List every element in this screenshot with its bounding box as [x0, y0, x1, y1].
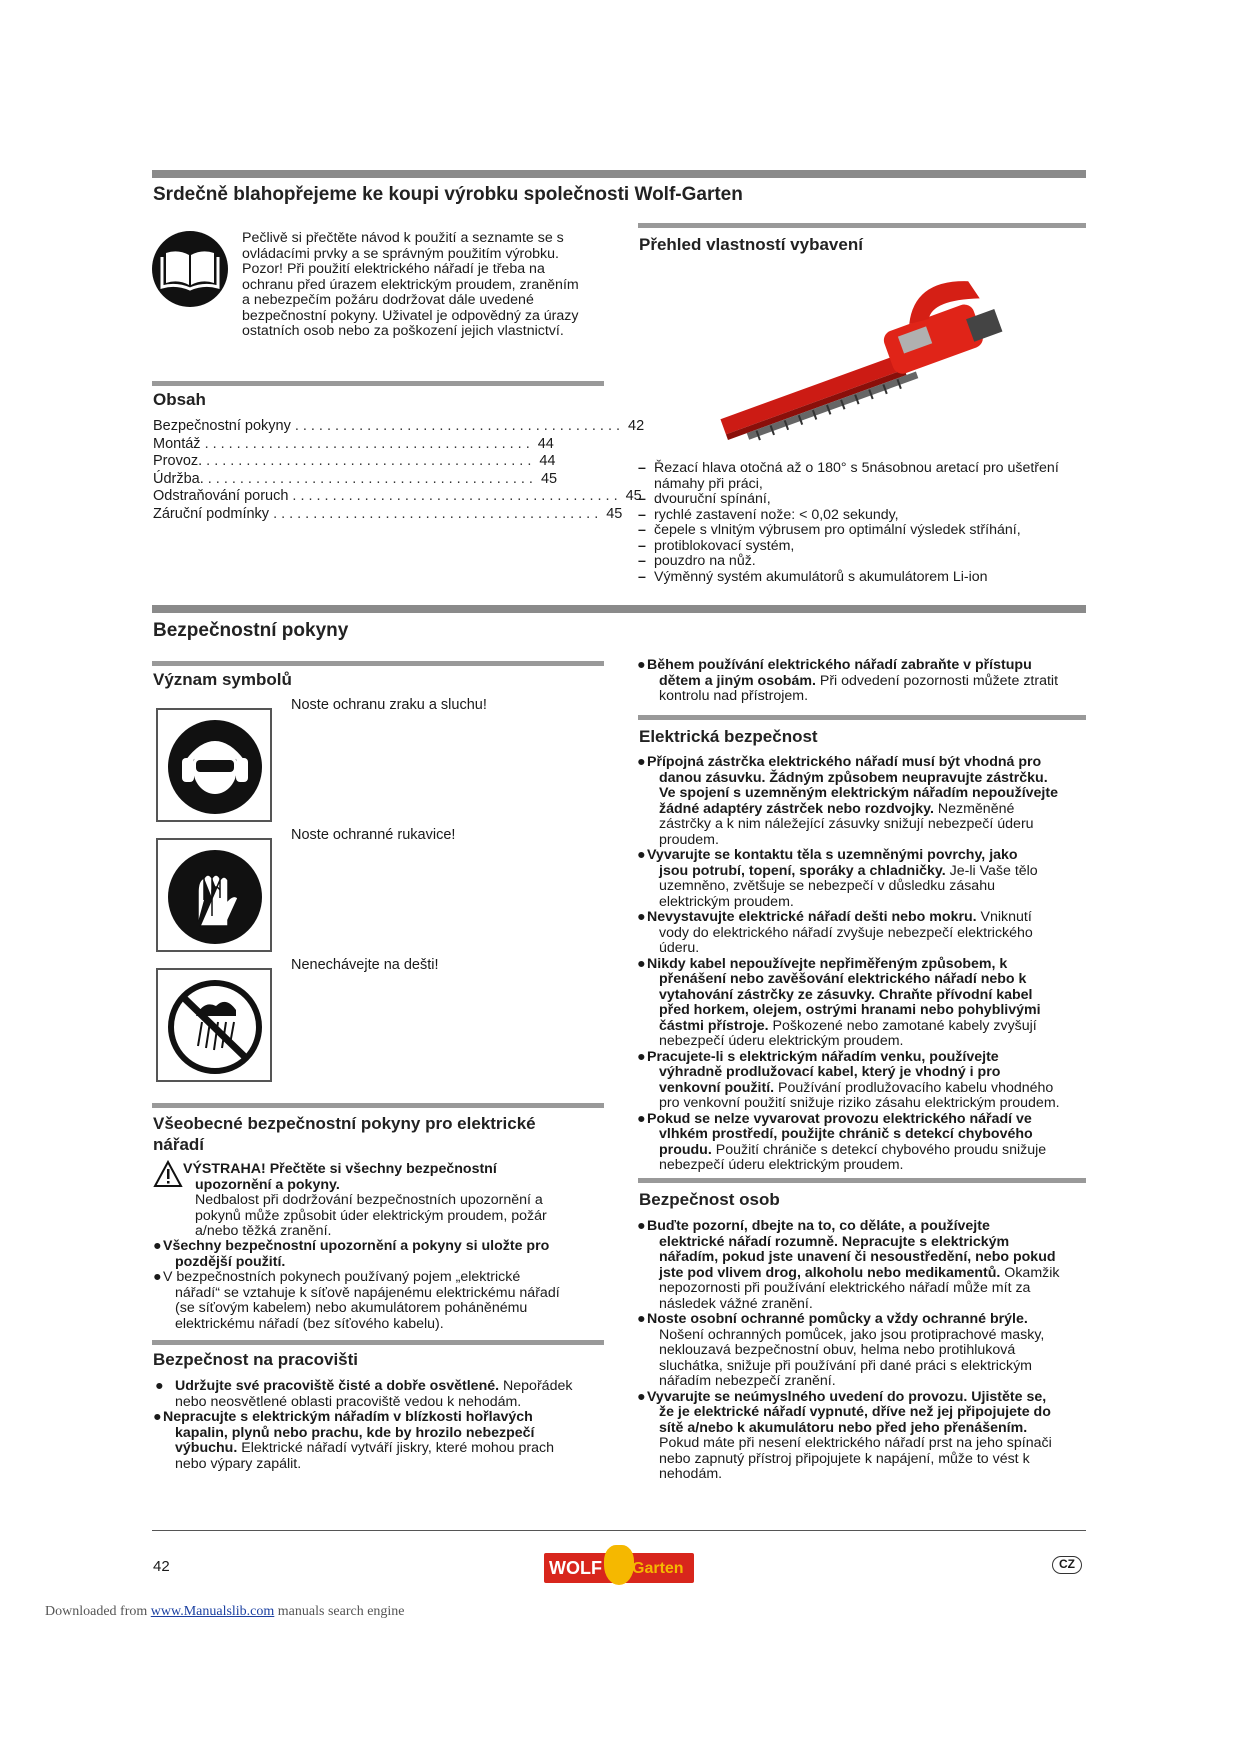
personal-rule [638, 1178, 1086, 1183]
download-suffix: manuals search engine [274, 1604, 405, 1619]
bullet-text: Vniknutí [976, 909, 1032, 925]
bullet-line [637, 1250, 1087, 1266]
toc-page: 44 [539, 453, 556, 469]
bullet-line [637, 879, 1087, 895]
wolf-head-icon [604, 1545, 634, 1585]
intro-line: ostatních osob nebo za poškození jejich vlastnictví. [242, 323, 564, 339]
bullet-text: Nošení ochranných pomůcek, jako jsou protiprachové masky, [659, 1326, 1045, 1343]
bullet-line [637, 1405, 1087, 1421]
bullet-text: žádné adaptéry zástrček nebo rozdvojky. [659, 800, 934, 817]
bullet-text: vytahování zástrčky ze zásuvky. Chraňte přívodní kabel [659, 986, 1033, 1003]
bullet-text: Používání prodlužovacího kabelu vhodného [774, 1079, 1054, 1096]
bullet-line [637, 1081, 1087, 1097]
page-title: Srdečně blahopřejeme ke koupi výrobku společnosti Wolf-Garten [153, 184, 743, 205]
gloves-icon [168, 850, 262, 944]
bullet-line [637, 1019, 1087, 1035]
bullet-text: sluchátka, snižuje při používání při dané práci s elektrickým [659, 1357, 1032, 1374]
bullet-text: Všechny bezpečnostní upozornění a pokyny si uložte pro [163, 1238, 550, 1254]
bullet-dot: ● [637, 1048, 646, 1065]
page-number: 42 [153, 1558, 170, 1575]
bullet-text: úderu. [659, 940, 700, 956]
bullet-line [637, 1235, 1087, 1251]
bullet-text: (se síťovým kabelem) nebo akumulátorem poháněnému [175, 1300, 528, 1316]
bullet-text: jsou potrubí, topení, sporáky a chladničky. [659, 862, 946, 879]
symbols-heading: Význam symbolů [153, 670, 292, 689]
bullet-text: Poškozené nebo zamotané kabely zvyšují [768, 1017, 1037, 1034]
bullet-text: pro venkovní použití snižuje riziko zásahu elektrickým proudem. [659, 1095, 1060, 1111]
bullet-line [637, 910, 1087, 926]
bullet-line [637, 833, 1087, 849]
toc-label: Provoz. [153, 453, 203, 469]
bullet-line [637, 1343, 1087, 1359]
bullet-line [637, 1359, 1087, 1375]
symbol-gloves [156, 838, 272, 952]
bullet-line [637, 1374, 1087, 1390]
bullet-text: nebezpečí úderu elektrickým proudem. [659, 1033, 904, 1049]
bullet-text: Udržujte své pracoviště čisté a dobře osvětlené. [175, 1378, 500, 1394]
toc-label: Údržba. [153, 470, 204, 487]
warning-text: Nedbalost při dodržování bezpečnostních upozornění a [195, 1192, 543, 1208]
bullet-text: přenášení nebo zavěšování elektrického nářadí nebo k [659, 971, 1027, 987]
workplace-rule [152, 1340, 604, 1345]
bullet-text: proudem. [659, 831, 719, 848]
bullet-text: vody do elektrického nářadí zvyšuje nebezpečí elektrického [659, 924, 1033, 941]
bullet-text: Pracujete-li s elektrickým nářadím venku, používejte [647, 1048, 999, 1065]
general-bullets: ● Všechny bezpečnostní upozornění a pokyny si uložte pro pozdější použití. ● V bezpečnostních pokynech používaný pojem „elektrické nářadí“ se vztahuje k síťově napájenému elektrickému nářadí (se síťovým kabelem) nebo akumulátorem poháněnému elektrickému nářadí (bez síťového kabelu). [153, 1239, 603, 1332]
bullet-dot: ● [637, 754, 646, 770]
toc-page: 45 [625, 488, 642, 504]
intro-line: ovládacími prvky a se správným použitím výrobku. [242, 245, 559, 262]
manualslib-link[interactable]: www.Manualslib.com [150, 1604, 275, 1619]
ear-eye-protection-icon [168, 720, 262, 814]
toc-list [153, 418, 645, 523]
bullet-text: nářadím nebezpečí zranění. [659, 1373, 836, 1389]
bullet-line [637, 1096, 1087, 1112]
children-bullet: ● Během používání elektrického nářadí zabraňte v přístupu dětem a jiným osobám. Při odvedení pozornosti můžete ztratit kontrolu nad přístrojem. [637, 658, 1087, 705]
bullet-text: kontrolu nad přístrojem. [659, 688, 809, 704]
bullet-text: Noste osobní ochranné pomůcky a vždy ochranné brýle. [647, 1311, 1028, 1327]
toc-item[interactable]: Provoz. ......................................... 44 [153, 453, 556, 469]
bullet-text: Ve spojení s uzemněným elektrickým nářadím nepoužívejte [659, 785, 1058, 801]
bullet-text: uzemněno, zvětšuje se nebezpečí v důsledku zásahu [659, 878, 995, 894]
bullet-text: Nepořádek [503, 1378, 573, 1394]
general-rule [152, 1103, 604, 1108]
language-badge: CZ [1052, 1556, 1082, 1574]
bullet-line [637, 848, 1087, 864]
bullet-line [637, 755, 1087, 771]
toc-label: Bezpečnostní pokyny [153, 418, 291, 434]
read-manual-icon [152, 231, 228, 307]
bullet-text: nepozornosti při používání elektrického nářadí může mít za [659, 1280, 1031, 1296]
bullet-text: nebo zapnutý přístroj připojujete k napájení, může to vést k [659, 1450, 1030, 1467]
bullet-line [637, 786, 1087, 802]
general-heading [153, 1113, 536, 1155]
bullet-text: proudu. [659, 1141, 712, 1158]
intro-line: a nebezpečím požáru dodržovat dále uvedené [242, 292, 534, 308]
bullet-line [637, 926, 1087, 942]
bullet-dot: ● [637, 1218, 646, 1234]
bullet-text: Elektrické nářadí vytváří jiskry, které mohou prach [241, 1440, 554, 1456]
bullet-text: Okamžik [1000, 1264, 1060, 1281]
bullet-text: výhradně prodlužovací kabel, který je vhodný i pro [659, 1064, 1001, 1080]
bullet-text: částmi přístroje. [659, 1017, 769, 1034]
bullet-text: venkovní použití. [659, 1079, 775, 1096]
bullet-text: Pokud se nelze vyvarovat provozu elektrického nářadí ve [647, 1110, 1032, 1127]
bullet-text: nehodám. [659, 1466, 723, 1482]
intro-line: Pozor! Při použití elektrického nářadí je třeba na [242, 261, 545, 277]
toc-page: 42 [628, 418, 645, 434]
feature-item: – pouzdro na nůž. [636, 554, 1086, 570]
toc-item[interactable]: Odstraňování poruch ......................................... 45 [153, 488, 642, 504]
intro-text [242, 231, 602, 340]
bullet-text: dětem a jiným osobám. [659, 672, 816, 689]
features-heading: Přehled vlastností vybavení [639, 235, 863, 254]
no-rain-icon [168, 980, 262, 1074]
bullet-line [637, 1219, 1087, 1235]
bullet-text: nebo neosvětlené oblasti pracoviště vedou k nehodám. [175, 1393, 522, 1410]
bullet-text: nářadím, pokud jste unavení či nesoustředění, nebo pokud [659, 1249, 1056, 1265]
intro-line: bezpečnostní pokyny. Uživatel je odpovědný za úrazy [242, 307, 579, 324]
symbol-label: Nenechávejte na dešti! [291, 957, 439, 973]
symbol-ear-eye [156, 708, 272, 822]
bullet-line [637, 1266, 1087, 1282]
footer-rule [152, 1530, 1086, 1531]
bullet-line [637, 895, 1087, 911]
bullet-text: Přípojná zástrčka elektrického nářadí musí být vhodná pro [647, 754, 1042, 770]
intro-line: ochranu před úrazem elektrickým proudem, zraněním [242, 276, 579, 293]
bullet-text: nebezpečí úderu elektrickým proudem. [659, 1157, 904, 1173]
bullet-text: zástrčky a k nim náležející zásuvky snižují nebezpečí úderu [659, 816, 1034, 832]
symbol-label: Noste ochranu zraku a sluchu! [291, 697, 487, 713]
bullet-dot: ● [637, 1110, 646, 1127]
features-rule [638, 223, 1086, 228]
electrical-heading: Elektrická bezpečnost [639, 727, 818, 746]
wolf-garten-logo [544, 1545, 694, 1587]
logo-garten-text: Garten [632, 1560, 684, 1577]
feature-item: – dvouruční spínání, [636, 492, 1086, 508]
workplace-heading: Bezpečnost na pracovišti [153, 1350, 359, 1369]
bullet-text: Během používání elektrického nářadí zabraňte v přístupu [647, 657, 1032, 673]
bullet-text: nářadí“ se vztahuje k síťově napájenému elektrickému nářadí [175, 1284, 560, 1301]
bullet-text: jste pod vlivem drog, alkoholu nebo medikamentů. [659, 1264, 1001, 1281]
toc-item[interactable]: Údržba. ......................................... 45 [153, 470, 558, 487]
feature-item: – čepele s vlnitým výbrusem pro optimální výsledek stříhání, [636, 523, 1086, 539]
toc-heading: Obsah [153, 390, 206, 409]
bullet-text: Vyvarujte se neúmyslného uvedení do provozu. Ujistěte se, [647, 1388, 1047, 1405]
feature-item: – Výměnný systém akumulátorů s akumulátorem Li-ion [636, 570, 1086, 586]
bullet-text: pozdější použití. [175, 1253, 286, 1270]
bullet-text: elektrickému nářadí (bez síťového kabelu). [175, 1315, 444, 1332]
bullet-text: nebo výpary zapálit. [175, 1455, 302, 1472]
general-heading-line: nářadí [153, 1135, 205, 1154]
features-list [636, 461, 1086, 585]
bullet-text: Vyvarujte se kontaktu těla s uzemněnými povrchy, jako [647, 847, 1018, 863]
bullet-text: kapalin, plynů nebo prachu, kde by hrozilo nebezpečí [175, 1424, 535, 1441]
personal-bullets [637, 1219, 1087, 1483]
bullet-line [637, 1281, 1087, 1297]
bullet-line [637, 817, 1087, 833]
symbols-rule [152, 661, 604, 666]
bullet-text: elektrickým proudem. [659, 893, 794, 910]
warning-text: a/nebo těžká zranění. [195, 1223, 332, 1239]
warning-block [183, 1162, 603, 1240]
safety-heading: Bezpečnostní pokyny [153, 620, 349, 641]
bullet-text: Použití chrániče s detekcí chybového proudu snižuje [711, 1141, 1047, 1158]
bullet-dot: ● [637, 955, 646, 972]
workplace-bullets: ● Udržujte své pracoviště čisté a dobře osvětlené. Nepořádek nebo neosvětlené oblasti pracoviště vedou k nehodám. ● Nepracujte s elektrickým nářadím v blízkosti hořlavých kapalin, plynů nebo prachu, kde by hrozilo nebezpečí výbuchu. Elektrické nářadí vytváří jiskry, které mohou prach nebo výpary zapálit. [153, 1379, 603, 1472]
top-rule [152, 170, 1086, 178]
bullet-text: danou zásuvku. Žádným způsobem neupravujte zástrčku. [659, 769, 1048, 786]
bullet-line [637, 1421, 1087, 1437]
bullet-line [637, 1467, 1087, 1483]
bullet-line [637, 1297, 1087, 1313]
toc-label: Záruční podmínky [153, 505, 270, 522]
bullet-text: že je elektrické nářadí vypnuté, dříve než jej připojujete do [659, 1404, 1051, 1420]
bullet-line [637, 1328, 1087, 1344]
electrical-bullets [637, 755, 1087, 1174]
bullet-text: Je-li Vaše tělo [945, 862, 1038, 879]
bullet-line [637, 802, 1087, 818]
bullet-line [637, 1452, 1087, 1468]
bullet-line [637, 1050, 1087, 1066]
bullet-text: Nepracujte s elektrickým nářadím v blízkosti hořlavých [163, 1409, 533, 1425]
toc-page: 45 [606, 505, 623, 522]
bullet-line [637, 771, 1087, 787]
bullet-text: Nevystavujte elektrické nářadí dešti nebo mokru. [647, 909, 977, 925]
bullet-text: Nikdy kabel nepoužívejte nepřiměřeným způsobem, k [647, 955, 1008, 972]
bullet-text: V bezpečnostních pokynech používaný pojem „elektrické [163, 1269, 521, 1285]
bullet-line [637, 1143, 1087, 1159]
toc-label: Montáž [153, 435, 201, 452]
feature-item: – rychlé zastavení nože: < 0,02 sekundy, [636, 508, 1086, 524]
bullet-text: sítě a/nebo k akumulátoru nebo před jeho přenášením. [659, 1419, 1028, 1436]
electrical-rule [638, 715, 1086, 720]
general-heading-line: Všeobecné bezpečnostní pokyny pro elektrické [153, 1114, 536, 1133]
toc-item[interactable]: Montáž ......................................... 44 [153, 435, 554, 452]
warning-text: pokynů může způsobit úder elektrickým proudem, požár [195, 1207, 547, 1224]
toc-page: 44 [537, 435, 554, 452]
bullet-line [637, 1312, 1087, 1328]
toc-rule [152, 381, 604, 386]
bullet-dot: ● [637, 1388, 646, 1405]
bullet-text: Při odvedení pozornosti můžete ztratit [819, 672, 1059, 689]
bullet-line [637, 1158, 1087, 1174]
bullet-line [637, 1112, 1087, 1128]
bullet-text: neklouzavá bezpečnostní obuv, helma nebo protihluková [659, 1342, 1016, 1358]
bullet-dot: ● [637, 909, 646, 925]
bullet-dot: ● [637, 1311, 646, 1327]
toc-page: 45 [540, 470, 558, 487]
bullet-text: výbuchu. [175, 1440, 238, 1456]
symbol-label: Noste ochranné rukavice! [291, 827, 456, 843]
bullet-text: Buďte pozorní, dbejte na to, co děláte, a používejte [647, 1218, 990, 1234]
bullet-line [637, 1034, 1087, 1050]
bullet-text: Nezměněné [933, 800, 1015, 817]
bullet-line [637, 972, 1087, 988]
toc-label: Odstraňování poruch [153, 488, 289, 504]
personal-heading: Bezpečnost osob [639, 1190, 780, 1209]
bullet-text: vlhkém prostředí, použijte chránič s detekcí chybového [659, 1126, 1033, 1142]
toc-item[interactable]: Záruční podmínky ......................................... 45 [153, 505, 623, 522]
download-note [45, 1604, 405, 1620]
hedge-trimmer-image [690, 275, 1020, 440]
warning-title: upozornění a pokyny. [195, 1176, 340, 1193]
bullet-line [637, 1436, 1087, 1452]
bullet-text: elektrické nářadí rozumně. Nepracujte s elektrickým [659, 1233, 1010, 1250]
feature-item: – protiblokovací systém, [636, 539, 1086, 555]
logo-wolf-text: WOLF [549, 1558, 602, 1578]
bullet-line [637, 941, 1087, 957]
bullet-line [637, 1390, 1087, 1406]
safety-rule [152, 605, 1086, 613]
warning-title: VÝSTRAHA! Přečtěte si všechny bezpečnostní [183, 1161, 497, 1177]
bullet-line [637, 1127, 1087, 1143]
toc-item[interactable]: Bezpečnostní pokyny ......................................... 42 [153, 418, 645, 434]
bullet-line [637, 988, 1087, 1004]
intro-line: Pečlivě si přečtěte návod k použití a seznamte se s [242, 230, 564, 246]
bullet-line [637, 864, 1087, 880]
symbol-no-rain [156, 968, 272, 1082]
bullet-dot: ● [637, 847, 646, 863]
bullet-line [637, 1065, 1087, 1081]
download-prefix: Downloaded from [45, 1604, 151, 1619]
bullet-line [637, 957, 1087, 973]
bullet-text: Pokud máte při nesení elektrického nářadí prst na jeho spínači [659, 1435, 1052, 1451]
bullet-line [637, 1003, 1087, 1019]
feature-item: – Řezací hlava otočná až o 180° s 5násobnou aretací pro ušetření námahy při práci, [636, 461, 1086, 492]
warning-triangle-icon [153, 1160, 183, 1188]
bullet-text: následek vážné zranění. [659, 1295, 813, 1312]
bullet-text: před horkem, olejem, ostrými hranami nebo pohyblivými [659, 1002, 1041, 1018]
